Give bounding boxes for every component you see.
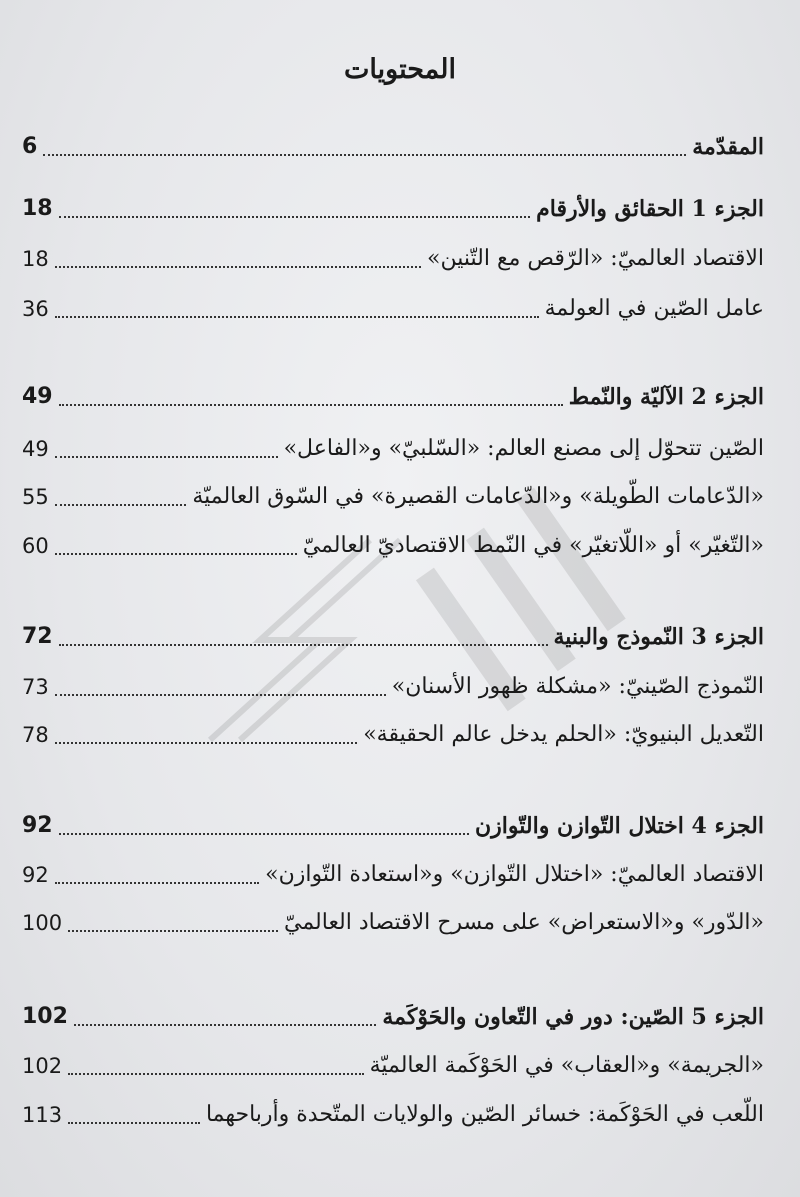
- dot-leader: [68, 1122, 200, 1124]
- toc-part-heading: [22, 190, 764, 226]
- toc-entry-title: «الدّور» و«الاستعراض» على مسرح الاقتصاد العالميّ: [283, 910, 764, 935]
- toc-entry-page: 55: [22, 485, 49, 509]
- toc-entry-title: عامل الصّين في العولمة: [544, 296, 764, 321]
- toc-entry: [22, 1096, 764, 1132]
- toc-entry-page: 49: [22, 437, 49, 461]
- toc-entry-page: 36: [22, 297, 49, 321]
- toc-entry-page: 18: [22, 196, 53, 221]
- toc-entry-page: 6: [22, 134, 38, 159]
- toc-entry-title: الجزء 5 الصّين: دور في التّعاون والحَوْكَمة: [382, 1004, 764, 1030]
- dot-leader: [59, 216, 531, 218]
- toc-entry-title: النّموذج الصّينيّ: «مشكلة ظهور الأسنان»: [391, 674, 764, 699]
- dot-leader: [68, 1073, 363, 1075]
- toc-entry: [22, 290, 764, 326]
- toc-entry: [22, 856, 764, 892]
- toc-entry: [22, 240, 764, 276]
- toc-entry-page: 73: [22, 675, 49, 699]
- toc-part-heading: [22, 807, 764, 843]
- toc-entry-page: 18: [22, 247, 49, 271]
- toc-entry-title: «التّغيّر» أو «اللّاتغيّر» في النّمط الاقتصاديّ العالميّ: [302, 533, 764, 558]
- toc-entry-page: 92: [22, 813, 53, 838]
- dot-leader: [74, 1024, 376, 1026]
- toc-entry-title: الاقتصاد العالميّ: «الرّقص مع التّنين»: [427, 246, 764, 271]
- toc-entry-page: 102: [22, 1004, 68, 1029]
- toc-entry-title: الاقتصاد العالميّ: «اختلال التّوازن» و«استعادة التّوازن»: [265, 862, 764, 887]
- dot-leader: [55, 553, 297, 555]
- toc-entry-title: التّعديل البنيويّ: «الحلم يدخل عالم الحقيقة»: [363, 722, 764, 747]
- dot-leader: [59, 833, 469, 835]
- toc-entry-page: 92: [22, 863, 49, 887]
- table-of-contents: [22, 0, 764, 1197]
- toc-entry-title: الصّين تتحوّل إلى مصنع العالم: «السّلبيّ» و«الفاعل»: [283, 436, 764, 461]
- dot-leader: [55, 266, 421, 268]
- toc-part-heading: [22, 618, 764, 654]
- toc-entry-page: 113: [22, 1103, 63, 1127]
- toc-entry-title: «الدّعامات الطّويلة» و«الدّعامات القصيرة» في السّوق العالميّة: [192, 484, 764, 509]
- toc-entry: [22, 904, 764, 940]
- toc-entry: [22, 128, 764, 164]
- toc-part-heading: [22, 378, 764, 414]
- toc-entry: [22, 527, 764, 563]
- dot-leader: [55, 316, 539, 318]
- toc-entry-title: «الجريمة» و«العقاب» في الحَوْكَمة العالميّة: [369, 1053, 764, 1078]
- toc-entry-page: 100: [22, 911, 63, 935]
- toc-entry-title: الجزء 3 النّموذج والبنية: [553, 624, 764, 650]
- toc-entry-title: الجزء 4 اختلال التّوازن والتّوازن: [475, 813, 764, 839]
- page-title: المحتويات: [343, 54, 457, 85]
- dot-leader: [55, 694, 386, 696]
- toc-entry: [22, 668, 764, 704]
- dot-leader: [68, 930, 278, 932]
- dot-leader: [43, 154, 686, 156]
- toc-entry-page: 72: [22, 624, 53, 649]
- toc-entry-page: 78: [22, 723, 49, 747]
- toc-entry-page: 102: [22, 1054, 63, 1078]
- toc-entry-page: 49: [22, 384, 53, 409]
- toc-entry: [22, 430, 764, 466]
- toc-entry: [22, 1047, 764, 1083]
- dot-leader: [59, 644, 548, 646]
- toc-entry: [22, 478, 764, 514]
- toc-entry-page: 60: [22, 534, 49, 558]
- toc-part-heading: [22, 998, 764, 1034]
- dot-leader: [59, 404, 563, 406]
- toc-entry-title: الجزء 1 الحقائق والأرقام: [536, 196, 764, 222]
- dot-leader: [55, 456, 278, 458]
- dot-leader: [55, 504, 187, 506]
- toc-entry-title: الجزء 2 الآليّة والنّمط: [568, 384, 764, 410]
- toc-entry: [22, 716, 764, 752]
- toc-entry-title: المقدّمة: [692, 134, 764, 160]
- dot-leader: [55, 882, 259, 884]
- dot-leader: [55, 742, 357, 744]
- toc-entry-title: اللّعب في الحَوْكَمة: خسائر الصّين والولايات المتّحدة وأرباحهما: [205, 1102, 764, 1127]
